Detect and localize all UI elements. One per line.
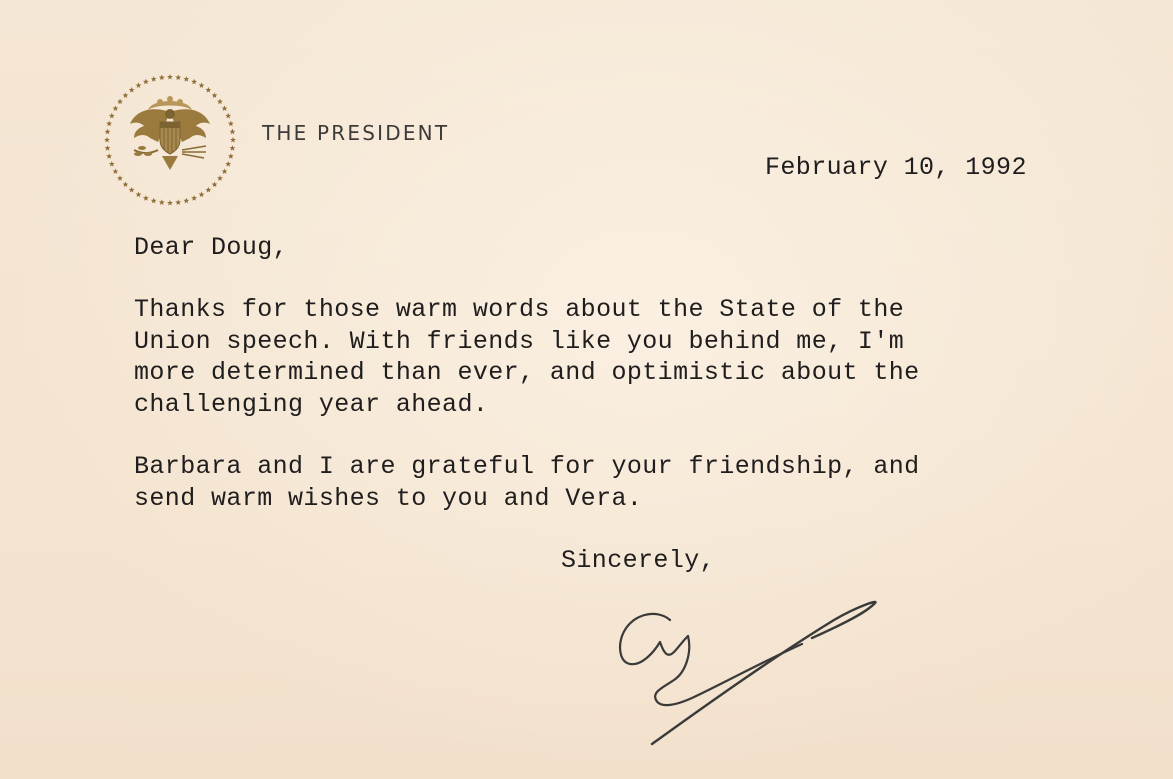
seal-star — [212, 181, 218, 187]
seal-star — [175, 199, 181, 205]
seal-star — [159, 199, 165, 205]
letter-paragraph-1 — [134, 294, 920, 420]
seal-star — [205, 87, 211, 93]
seal-star — [222, 168, 228, 174]
seal-star — [109, 161, 115, 167]
paragraph-line: Thanks for those warm words about the State of the — [134, 295, 905, 324]
seal-star — [217, 175, 223, 181]
paragraph-line: send warm wishes to you and Vera. — [134, 483, 643, 513]
seal-star — [191, 79, 197, 85]
paragraph-line: Union speech. With friends like you behind me, I'm — [134, 326, 905, 356]
seal-star — [112, 105, 118, 111]
seal-star — [191, 195, 197, 201]
seal-star — [123, 92, 129, 98]
seal-star — [225, 113, 231, 119]
seal-star — [112, 168, 118, 174]
seal-star — [106, 121, 112, 127]
seal-star — [183, 76, 189, 82]
seal-star — [104, 137, 110, 143]
paragraph-line: Barbara and I are grateful for your friendship, and — [134, 452, 920, 481]
paragraph-line: more determined than ever, and optimistic about the — [134, 358, 920, 387]
seal-star — [212, 92, 218, 98]
seal-star — [167, 74, 173, 80]
seal-star — [230, 137, 236, 143]
seal-star — [228, 121, 234, 127]
seal-star — [117, 175, 123, 181]
seal-star — [228, 153, 234, 159]
seal-star — [199, 82, 205, 88]
seal-star — [175, 74, 181, 80]
seal-star — [105, 129, 111, 135]
seal-star — [136, 191, 142, 197]
letter-paragraph-2 — [134, 451, 920, 514]
letter-salutation: Dear Doug, — [134, 233, 289, 262]
seal-star — [109, 113, 115, 119]
seal-star — [106, 153, 112, 159]
presidential-seal-icon — [100, 70, 240, 210]
seal-star — [151, 76, 157, 82]
seal-star — [143, 195, 149, 201]
seal-star — [199, 191, 205, 197]
letter-closing: Sincerely, — [561, 546, 716, 575]
seal-star — [123, 181, 129, 187]
seal-star — [230, 145, 236, 151]
seal-star — [167, 200, 173, 206]
seal-star — [143, 79, 149, 85]
seal-star — [117, 99, 123, 105]
seal-star — [151, 198, 157, 204]
seal-star — [129, 87, 135, 93]
seal-star — [159, 74, 165, 80]
letter-date: February 10, 1992 — [765, 153, 1027, 182]
seal-star — [217, 99, 223, 105]
seal-star — [136, 82, 142, 88]
seal-star — [129, 187, 135, 193]
signature — [612, 592, 892, 762]
seal-star — [205, 187, 211, 193]
paragraph-line: challenging year ahead. — [134, 389, 489, 419]
seal-star — [105, 145, 111, 151]
seal-star — [183, 198, 189, 204]
seal-star — [222, 105, 228, 111]
seal-star — [230, 129, 236, 135]
letterhead-title: THE PRESIDENT — [262, 121, 450, 145]
seal-star — [225, 161, 231, 167]
